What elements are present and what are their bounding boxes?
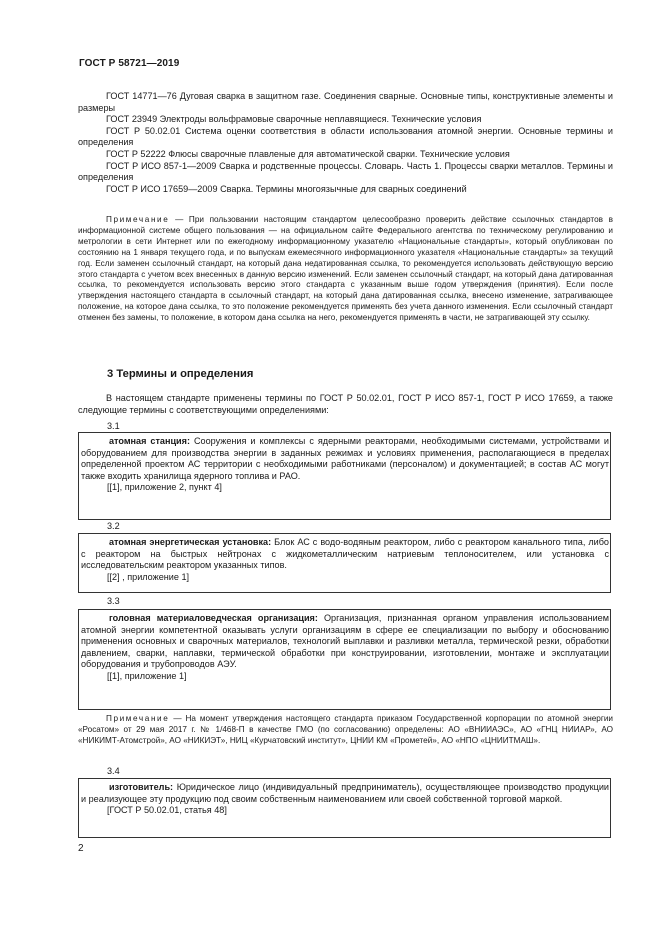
section-heading: 3 Термины и определения: [107, 368, 254, 380]
reference-item: ГОСТ 14771—76 Дуговая сварка в защитном газе. Соединения сварные. Основные типы, конструктивные элементы и размеры: [78, 91, 613, 113]
note-text: — На момент утверждения настоящего стандарта приказом Государственной корпорации по атомной энергии «Росатом» от 29 мая 2017 г. № 1/468-П в качестве ГМО (по согласованию) определены: АО «ВНИИАЭС», АО «ГНЦ НИИАР», АО «НИКИМТ-Атомстрой», АО «НИКИЭТ», НИЦ «Курчатовский институт», ЦНИИ КМ «Прометей», АО «НПО «ЦНИИТМАШ».: [78, 714, 613, 745]
reference-item: ГОСТ Р 52222 Флюсы сварочные плавленые для автоматической сварки. Технические условия: [106, 148, 510, 159]
term-number: 3.4: [107, 766, 120, 776]
term-name: головная материаловедческая организация:: [109, 613, 318, 623]
term-note: [78, 714, 613, 747]
term-number: 3.1: [107, 421, 120, 431]
references-note: [78, 215, 613, 324]
term-definition: атомная станция: Сооружения и комплексы с ядерными реакторами, необходимыми системами, устройствами и оборудованием для производства энергии в заданных режимах и условиях применения, располагающиеся в пределах определенной проектом АС территории с необходимыми работниками (персоналом) и документацией; в состав АС могут также входить хранилища ядерного топлива и РАО.: [81, 436, 610, 481]
term-definition: атомная энергетическая установка: Блок АС с водо-водяным реактором, либо с реактором канального типа, либо с реактором на быстрых нейтронах с жидкометаллическим натриевым теплоносителем, или установка с исследовательским реактором указанных типов.: [81, 537, 609, 571]
reference-item: ГОСТ 23949 Электроды вольфрамовые сварочные неплавящиеся. Технические условия: [106, 114, 482, 125]
term-definition: головная материаловедческая организация: Организация, признанная органом управления использованием атомной энергии компетентной оказывать услуги организациям в сфере ее специализации по выбору и обоснованию применения основных и сварочных материалов, технологий выплавки и разливки металла, термической резки, обработки давлением, сварки, наплавки, термической обработки при конструировании, изготовлении, монтаже и эксплуатации оборудования и трубопроводов АЭУ.: [81, 613, 609, 670]
reference-item: ГОСТ Р 50.02.01 Система оценки соответствия в области использования атомной энергии. Основные термины и определения: [78, 125, 613, 148]
references-list: [78, 91, 613, 195]
term-source: [[1], приложение 1]: [107, 670, 187, 681]
section-intro: В настоящем стандарте применены термины по ГОСТ Р 50.02.01, ГОСТ Р ИСО 857-1, ГОСТ Р ИСО 17659, а также следующие термины с соответствующими определениями:: [78, 393, 613, 415]
term-number: 3.3: [107, 596, 120, 606]
term-box: [78, 778, 611, 838]
page-number: 2: [78, 843, 84, 854]
term-box: [78, 533, 611, 593]
term-name: атомная энергетическая установка:: [109, 537, 272, 547]
note-text: — При пользовании настоящим стандартом целесообразно проверить действие ссылочных стандартов в информационной системе общего пользования — на официальном сайте Федерального агентства по техническому регулированию и метрологии в сети Интернет или по ежегодному информационному указателю «Национальные стандарты», который опубликован по состоянию на 1 января текущего года, и по выпускам ежемесячного информационного указателя «Национальные стандарты» за текущий год. Если заменен ссылочный стандарт, на который дана недатированная ссылка, то рекомендуется использовать действующую версию этого стандарта с учетом всех внесенных в данную версию изменений. Если заменен ссылочный стандарт, на который дана датированная ссылка, то рекомендуется использовать версию этого стандарта с указанным выше годом утверждения (принятия). Если после утверждения настоящего стандарта в ссылочный стандарт, на который дана датированная ссылка, внесено изменение, затрагивающее положение, на которое дана ссылка, то это положение рекомендуется применять без учета данного изменения. Если ссылочный стандарт отменен без замены, то положение, в котором дана ссылка на него, рекомендуется применять в части, не затрагивающей эту ссылку.: [78, 215, 613, 323]
note-label: Примечание: [106, 215, 170, 224]
reference-item: ГОСТ Р ИСО 857-1—2009 Сварка и родственные процессы. Словарь. Часть 1. Процессы сварки металлов. Термины и определения: [78, 160, 613, 183]
term-source: [[2] , приложение 1]: [107, 571, 190, 582]
term-box: [78, 432, 611, 520]
reference-item: ГОСТ Р ИСО 17659—2009 Сварка. Термины многоязычные для сварных соединений: [106, 183, 467, 194]
term-name: атомная станция:: [109, 436, 190, 446]
term-number: 3.2: [107, 521, 120, 531]
term-box: [78, 609, 611, 710]
document-header: ГОСТ Р 58721—2019: [79, 58, 180, 69]
term-source: [ГОСТ Р 50.02.01, статья 48]: [107, 805, 227, 816]
term-definition: изготовитель: Юридическое лицо (индивидуальный предприниматель), осуществляющее производство продукции и реализующее эту продукцию под своим собственным наименованием или своей собственной торговой маркой.: [81, 782, 609, 804]
note-label: Примечание: [106, 714, 170, 723]
term-source: [[1], приложение 2, пункт 4]: [107, 482, 222, 493]
term-name: изготовитель:: [109, 782, 174, 792]
